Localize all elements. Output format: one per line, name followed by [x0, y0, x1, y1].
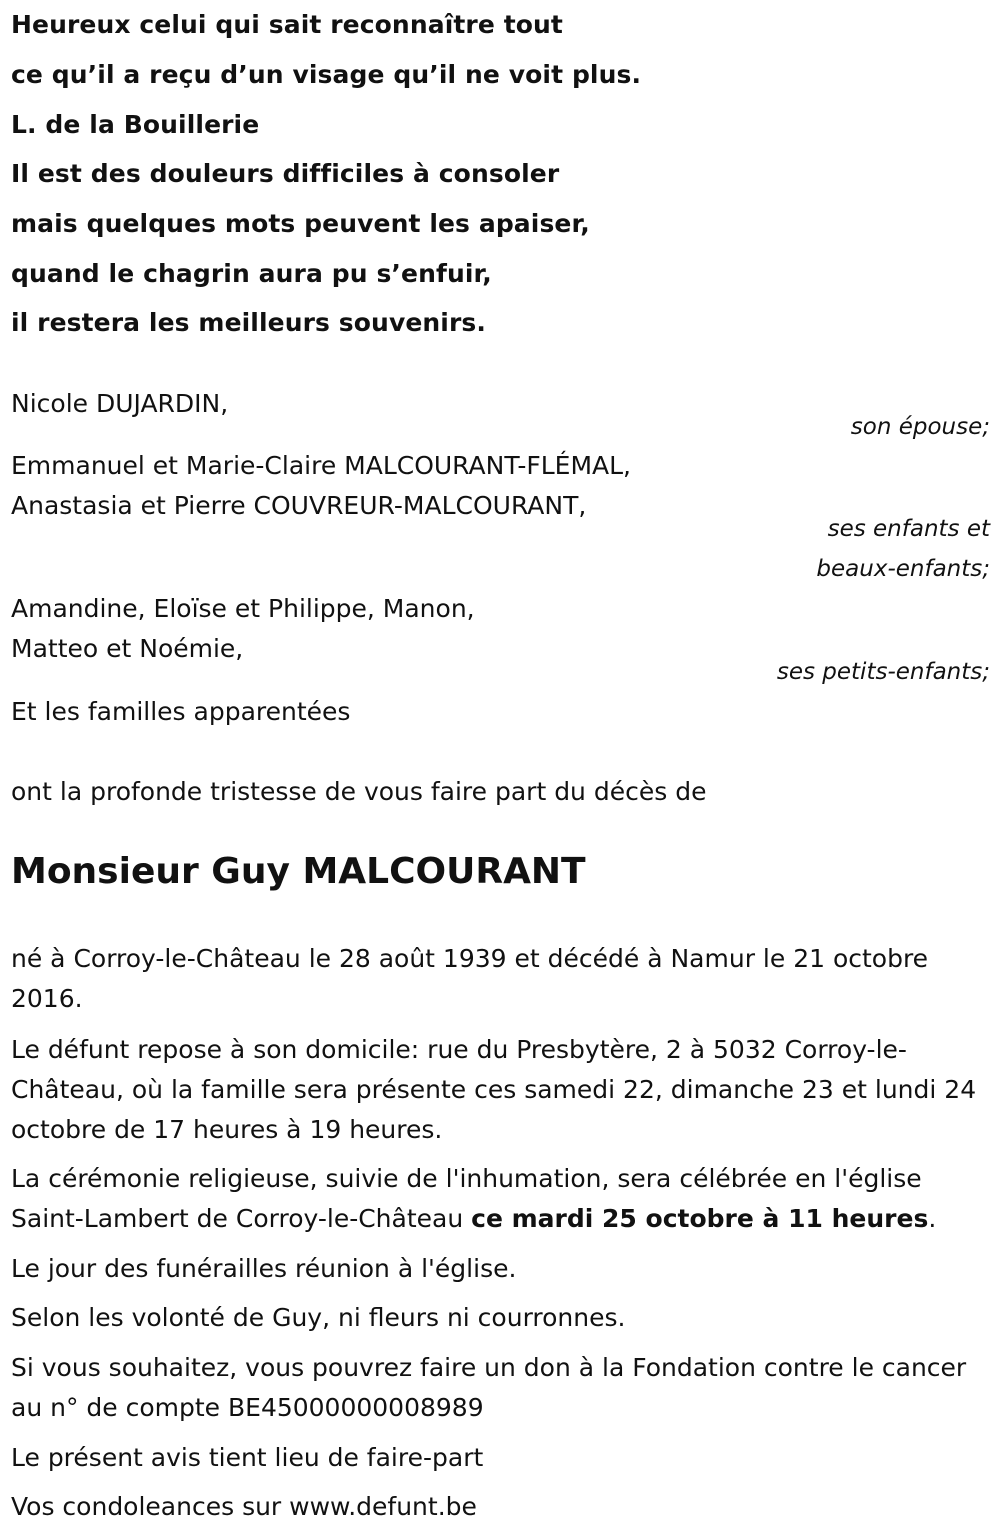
- grandchildren-line-1: Amandine, Eloïse et Philippe, Manon,: [11, 594, 475, 623]
- condolences-paragraph: Vos condoleances sur www.defunt.be: [11, 1492, 477, 1521]
- announcement-intro: ont la profonde tristesse de vous faire part du décès de: [11, 777, 707, 806]
- children-role-2: beaux-enfants;: [816, 556, 990, 582]
- spouse-name: Nicole DUJARDIN,: [11, 389, 229, 418]
- children-line-1: Emmanuel et Marie-Claire MALCOURANT-FLÉMAL,: [11, 451, 631, 480]
- poem-line-6: il restera les meilleurs souvenirs.: [11, 308, 486, 337]
- spouse-role: son épouse;: [850, 414, 990, 440]
- birth-death-paragraph: né à Corroy-le-Château le 28 août 1939 et décédé à Namur le 21 octobre 2016.: [11, 944, 929, 1013]
- poem-author: L. de la Bouillerie: [11, 110, 260, 139]
- deceased-name: Monsieur Guy MALCOURANT: [11, 851, 586, 892]
- ceremony-paragraph: [11, 1159, 986, 1239]
- repose-paragraph: Le défunt repose à son domicile: rue du Presbytère, 2 à 5032 Corroy-le-Château, où la famille sera présente ces samedi 22, dimanche 23 et lundi 24 octobre de 17 heures à 19 heures.: [11, 1035, 977, 1144]
- donation-paragraph: Si vous souhaitez, vous pouvrez faire un don à la Fondation contre le cancer au n° de compte BE45000000008989: [11, 1353, 967, 1422]
- children-role-1: ses enfants et: [827, 516, 990, 542]
- ceremony-text: La cérémonie religieuse, suivie de l'inhumation, sera célébrée en l'église Saint-Lambert de Corroy-le-Château: [11, 1164, 922, 1233]
- grandchildren-line-2: Matteo et Noémie,: [11, 634, 244, 663]
- notice-paragraph: Le présent avis tient lieu de faire-part: [11, 1443, 484, 1472]
- grandchildren-role: ses petits-enfants;: [776, 659, 990, 685]
- poem-line-4: mais quelques mots peuvent les apaiser,: [11, 209, 590, 238]
- meeting-paragraph: Le jour des funérailles réunion à l'église.: [11, 1254, 517, 1283]
- ceremony-suffix: .: [928, 1204, 937, 1233]
- poem-line-2: ce qu’il a reçu d’un visage qu’il ne voit plus.: [11, 60, 642, 89]
- poem-line-5: quand le chagrin aura pu s’enfuir,: [11, 259, 492, 288]
- poem-line-1: Heureux celui qui sait reconnaître tout: [11, 10, 563, 39]
- ceremony-date: ce mardi 25 octobre à 11 heures: [471, 1204, 929, 1233]
- poem-line-3: Il est des douleurs difficiles à consoler: [11, 159, 560, 188]
- relatives: Et les familles apparentées: [11, 697, 351, 726]
- children-line-2: Anastasia et Pierre COUVREUR-MALCOURANT,: [11, 491, 587, 520]
- flowers-paragraph: Selon les volonté de Guy, ni fleurs ni courronnes.: [11, 1303, 626, 1332]
